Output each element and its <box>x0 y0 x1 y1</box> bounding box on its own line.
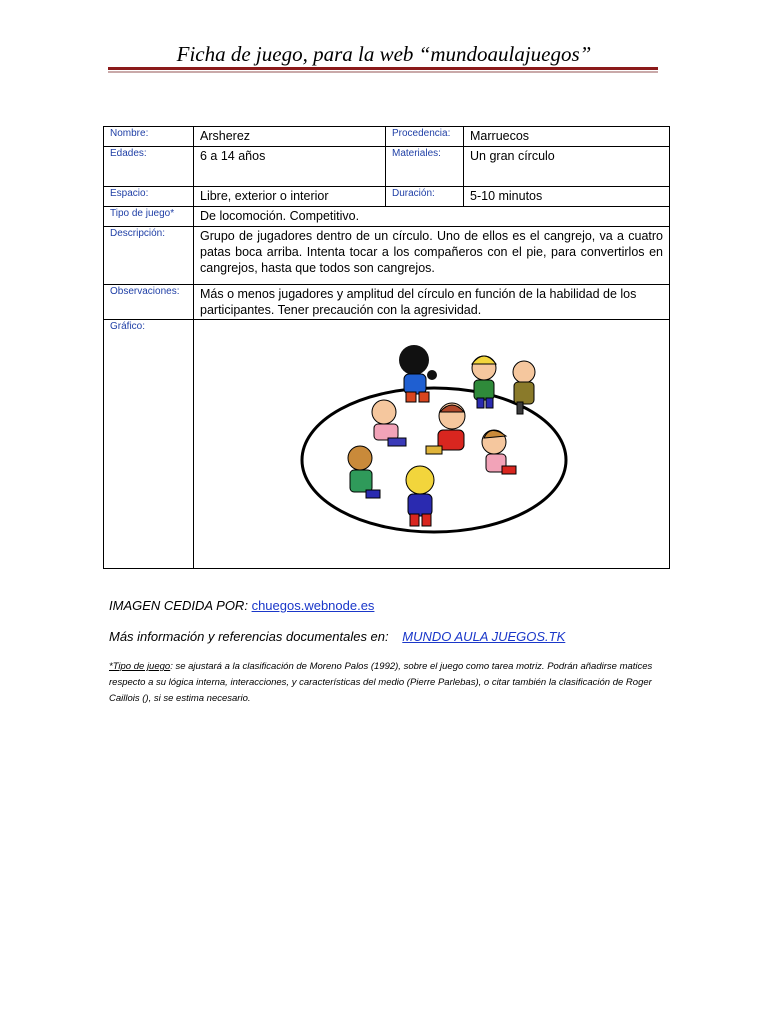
procedencia-label: Procedencia: <box>386 127 464 147</box>
observaciones-value: Más o menos jugadores y amplitud del círculo en función de la habilidad de los participantes. Tener precaución con la agresividad. <box>194 285 670 320</box>
footnote <box>109 659 669 707</box>
red-shirt-kid-figure <box>426 403 465 454</box>
bottom-left-kid-figure <box>348 446 380 498</box>
more-info <box>109 629 565 644</box>
credit-label: IMAGEN CEDIDA POR: <box>109 598 248 613</box>
edades-value: 6 a 14 años <box>194 147 386 187</box>
title-divider <box>108 67 658 70</box>
descripcion-value: Grupo de jugadores dentro de un círculo. Uno de ellos es el cangrejo, va a cuatro patas boca arriba. Intenta tocar a los compañeros con el pie, para convertirlos en cangrejos, hasta que todos son cangrejos. <box>194 227 670 285</box>
footnote-text: : se ajustará a la clasificación de Moreno Palos (1992), sobre el juego como tarea motriz. Podrán añadirse matices respecto a su lógica interna, interacciones, y características del medio (Pierre Parlebas), o citar también la clasificación de Roger Caillois (), si se estima necesario. <box>109 661 653 704</box>
descripcion-label: Descripción: <box>104 227 194 285</box>
blond-kid-figure <box>472 356 496 408</box>
bottom-blond-kid-figure <box>406 466 434 526</box>
tipo-value: De locomoción. Competitivo. <box>194 207 670 227</box>
right-pink-kid-figure <box>482 430 516 474</box>
pink-shirt-kid-figure <box>372 400 406 446</box>
page-title: Ficha de juego, para la web “mundoaulajuegos” <box>176 42 592 66</box>
grafico-label: Gráfico: <box>104 320 194 569</box>
more-info-label: Más información y referencias documentales en <box>109 629 386 644</box>
nombre-label: Nombre: <box>104 127 194 147</box>
edades-label: Edades: <box>104 147 194 187</box>
duracion-label: Duración: <box>386 187 464 207</box>
procedencia-value: Marruecos <box>464 127 670 147</box>
espacio-label: Espacio: <box>104 187 194 207</box>
kids-circle-illustration <box>194 320 668 564</box>
materiales-label: Materiales: <box>386 147 464 187</box>
black-kid-figure <box>399 345 437 402</box>
duracion-value: 5-10 minutos <box>464 187 670 207</box>
graphic-cell <box>194 320 670 569</box>
observaciones-label: Observaciones: <box>104 285 194 320</box>
materiales-value: Un gran círculo <box>464 147 670 187</box>
nombre-value: Arsherez <box>194 127 386 147</box>
espacio-value: Libre, exterior o interior <box>194 187 386 207</box>
footnote-term: *Tipo de juego <box>109 661 171 672</box>
more-info-colon: : <box>385 629 389 644</box>
mundo-aula-juegos-link[interactable]: MUNDO AULA JUEGOS.TK <box>402 629 566 644</box>
tipo-label: Tipo de juego* <box>104 207 194 227</box>
credit-link[interactable]: chuegos.webnode.es <box>251 598 375 613</box>
game-info-table <box>103 126 670 569</box>
title-divider-shadow <box>108 71 658 73</box>
image-credit <box>109 598 374 613</box>
